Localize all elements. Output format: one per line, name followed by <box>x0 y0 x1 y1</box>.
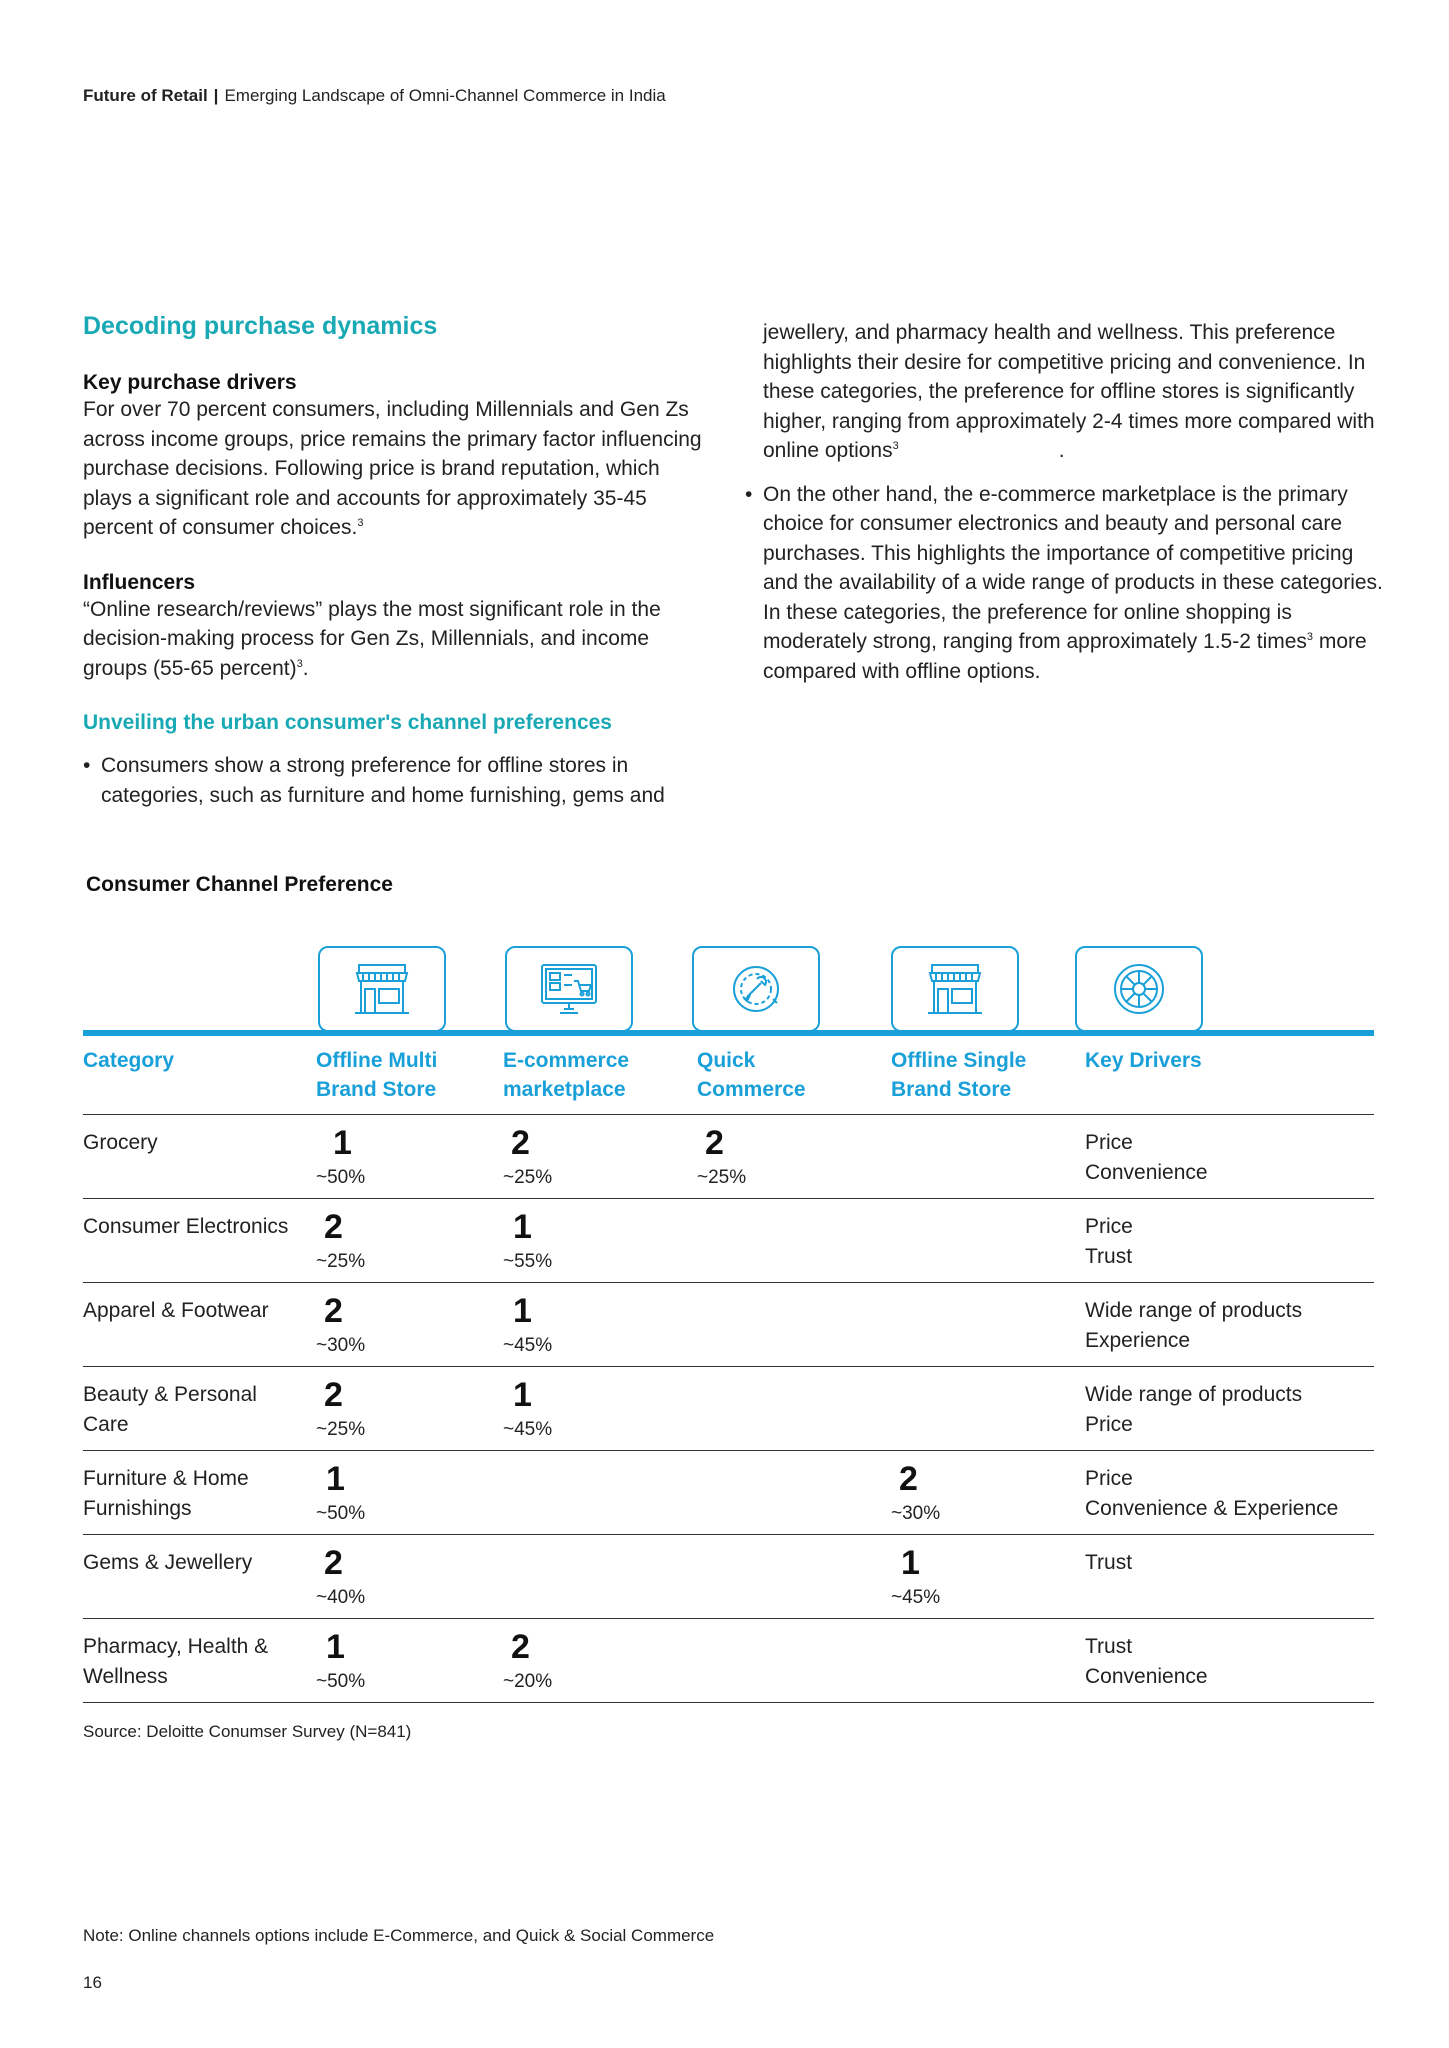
influencers-text: “Online research/reviews” plays the most significant role in the decision-making process for Gen Zs, Millennials, and income groups (55-65 percent) <box>83 597 661 680</box>
continuation-text: jewellery, and pharmacy health and wellness. This preference highlights their desire for competitive pricing and convenience. In these categories, the preference for offline stores is significantly higher, ranging from approximately 2-4 times more compared with online options <box>763 321 1375 462</box>
pct-offline-multi: ~25% <box>316 1419 366 1440</box>
quick-service-icon <box>723 959 789 1019</box>
ecommerce-icon-box <box>505 946 633 1032</box>
rank-offline-multi: 1 <box>333 1124 352 1162</box>
row-category: Furniture & Home Furnishings <box>83 1467 249 1520</box>
pct-offline-single: ~30% <box>891 1503 941 1524</box>
driver-2: Experience <box>1085 1329 1191 1352</box>
running-header <box>83 86 666 106</box>
continuation-paragraph <box>763 318 1383 466</box>
rank-ecommerce: 1 <box>513 1208 532 1246</box>
bullet-online <box>745 480 1383 687</box>
key-drivers-icon-box <box>1075 946 1203 1032</box>
rank-ecommerce: 1 <box>513 1376 532 1414</box>
drivers-paragraph <box>83 395 703 543</box>
offline-multi-icon-box <box>318 946 446 1032</box>
driver-2: Trust <box>1085 1245 1133 1268</box>
drivers-footnote-ref: 3 <box>357 517 364 529</box>
rank-quick-commerce: 2 <box>705 1124 724 1162</box>
footnote: Note: Online channels options include E-Commerce, and Quick & Social Commerce <box>83 1926 715 1945</box>
row-category: Consumer Electronics <box>83 1215 289 1238</box>
driver-2: Convenience <box>1085 1665 1208 1688</box>
rank-ecommerce: 2 <box>511 1124 530 1162</box>
row-divider <box>83 1114 1374 1115</box>
pct-offline-multi: ~40% <box>316 1587 366 1608</box>
rank-offline-single: 2 <box>899 1460 918 1498</box>
row-divider <box>83 1618 1374 1619</box>
rank-offline-multi: 2 <box>324 1376 343 1414</box>
influencers-heading: Influencers <box>83 570 196 594</box>
pct-offline-multi: ~50% <box>316 1503 366 1524</box>
pct-offline-multi: ~50% <box>316 1167 366 1188</box>
pct-ecommerce: ~20% <box>503 1671 553 1692</box>
pct-offline-single: ~45% <box>891 1587 941 1608</box>
header-ecommerce: E-commerce marketplace <box>503 1049 630 1101</box>
header-title: Future of Retail <box>83 86 208 105</box>
row-category: Grocery <box>83 1131 158 1154</box>
storefront-icon <box>349 959 415 1019</box>
pct-ecommerce: ~45% <box>503 1419 553 1440</box>
source-note: Source: Deloitte Conumser Survey (N=841) <box>83 1722 412 1741</box>
quick-commerce-icon-box <box>692 946 820 1032</box>
bullet-offline: • Consumers show a strong preference for offline stores in categories, such as furniture and home furnishing, gems and <box>83 751 703 810</box>
row-divider <box>83 1282 1374 1283</box>
pct-offline-multi: ~25% <box>316 1251 366 1272</box>
row-divider <box>83 1450 1374 1451</box>
rank-offline-multi: 2 <box>324 1208 343 1246</box>
driver-2: Convenience & Experience <box>1085 1497 1339 1520</box>
page-number: 16 <box>83 1973 102 1992</box>
influencers-paragraph <box>83 595 703 684</box>
row-category: Gems & Jewellery <box>83 1551 253 1574</box>
driver-1: Trust <box>1085 1551 1133 1574</box>
row-divider <box>83 1534 1374 1535</box>
bullet-online-text-b: more compared with offline options. <box>763 630 1367 683</box>
pct-offline-multi: ~50% <box>316 1671 366 1692</box>
pct-ecommerce: ~55% <box>503 1251 553 1272</box>
driver-1: Wide range of products <box>1085 1383 1303 1406</box>
header-subtitle: Emerging Landscape of Omni-Channel Commerce in India <box>224 86 666 105</box>
continuation-footnote-ref: 3 <box>892 440 899 452</box>
header-separator: | <box>213 86 219 105</box>
pct-offline-multi: ~30% <box>316 1335 366 1356</box>
bullet-online-footnote-ref: 3 <box>1306 631 1314 643</box>
channel-subheading: Unveiling the urban consumer's channel preferences <box>83 711 612 734</box>
row-category: Beauty & Personal Care <box>83 1383 257 1436</box>
continuation-end: . <box>1058 439 1065 462</box>
section-heading: Decoding purchase dynamics <box>83 312 438 340</box>
steering-wheel-icon <box>1106 959 1172 1019</box>
rank-offline-multi: 2 <box>324 1292 343 1330</box>
row-category: Apparel & Footwear <box>83 1299 269 1322</box>
driver-1: Trust <box>1085 1635 1133 1658</box>
driver-1: Price <box>1085 1131 1133 1154</box>
row-category: Pharmacy, Health & Wellness <box>83 1635 269 1688</box>
computer-shopping-icon <box>536 959 602 1019</box>
header-key-drivers: Key Drivers <box>1085 1049 1202 1072</box>
header-quick-commerce: Quick Commerce <box>697 1049 806 1101</box>
driver-2: Price <box>1085 1413 1133 1436</box>
table-title: Consumer Channel Preference <box>86 873 393 896</box>
rank-offline-multi: 1 <box>326 1628 345 1666</box>
table-header-rule <box>83 1030 1374 1036</box>
influencers-footnote-ref: 3 <box>296 657 303 670</box>
driver-1: Wide range of products <box>1085 1299 1303 1322</box>
offline-single-icon-box <box>891 946 1019 1032</box>
rank-ecommerce: 1 <box>513 1292 532 1330</box>
row-divider <box>83 1366 1374 1367</box>
driver-1: Price <box>1085 1467 1133 1490</box>
rank-offline-multi: 2 <box>324 1544 343 1582</box>
rank-ecommerce: 2 <box>511 1628 530 1666</box>
pct-quick-commerce: ~25% <box>697 1167 747 1188</box>
header-category: Category <box>83 1049 175 1072</box>
rank-offline-multi: 1 <box>326 1460 345 1498</box>
storefront-icon <box>922 959 988 1019</box>
driver-2: Convenience <box>1085 1161 1208 1184</box>
row-divider <box>83 1198 1374 1199</box>
left-column <box>83 312 703 824</box>
influencers-end: . <box>302 656 309 680</box>
bullet-online-text-a: On the other hand, the e-commerce marketplace is the primary choice for consumer electronics and beauty and personal care purchases. This highlights the importance of competitive pricing and the availability of a wide range of products in these categories. In these categories, the preference for online shopping is moderately strong, ranging from approximately 1.5-2 times <box>763 482 1383 653</box>
driver-1: Price <box>1085 1215 1133 1238</box>
drivers-text: For over 70 percent consumers, including Millennials and Gen Zs across income groups, price remains the primary factor influencing purchase decisions. Following price is brand reputation, which plays a significant role and accounts for approximately 35-45 percent of consumer choices. <box>83 398 702 539</box>
pct-ecommerce: ~25% <box>503 1167 553 1188</box>
right-column <box>763 318 1383 700</box>
drivers-heading: Key purchase drivers <box>83 371 297 394</box>
header-offline-multi: Offline Multi Brand Store <box>316 1049 438 1101</box>
rank-offline-single: 1 <box>901 1544 920 1582</box>
pct-ecommerce: ~45% <box>503 1335 553 1356</box>
row-divider <box>83 1702 1374 1703</box>
header-offline-single: Offline Single Brand Store <box>891 1049 1027 1101</box>
